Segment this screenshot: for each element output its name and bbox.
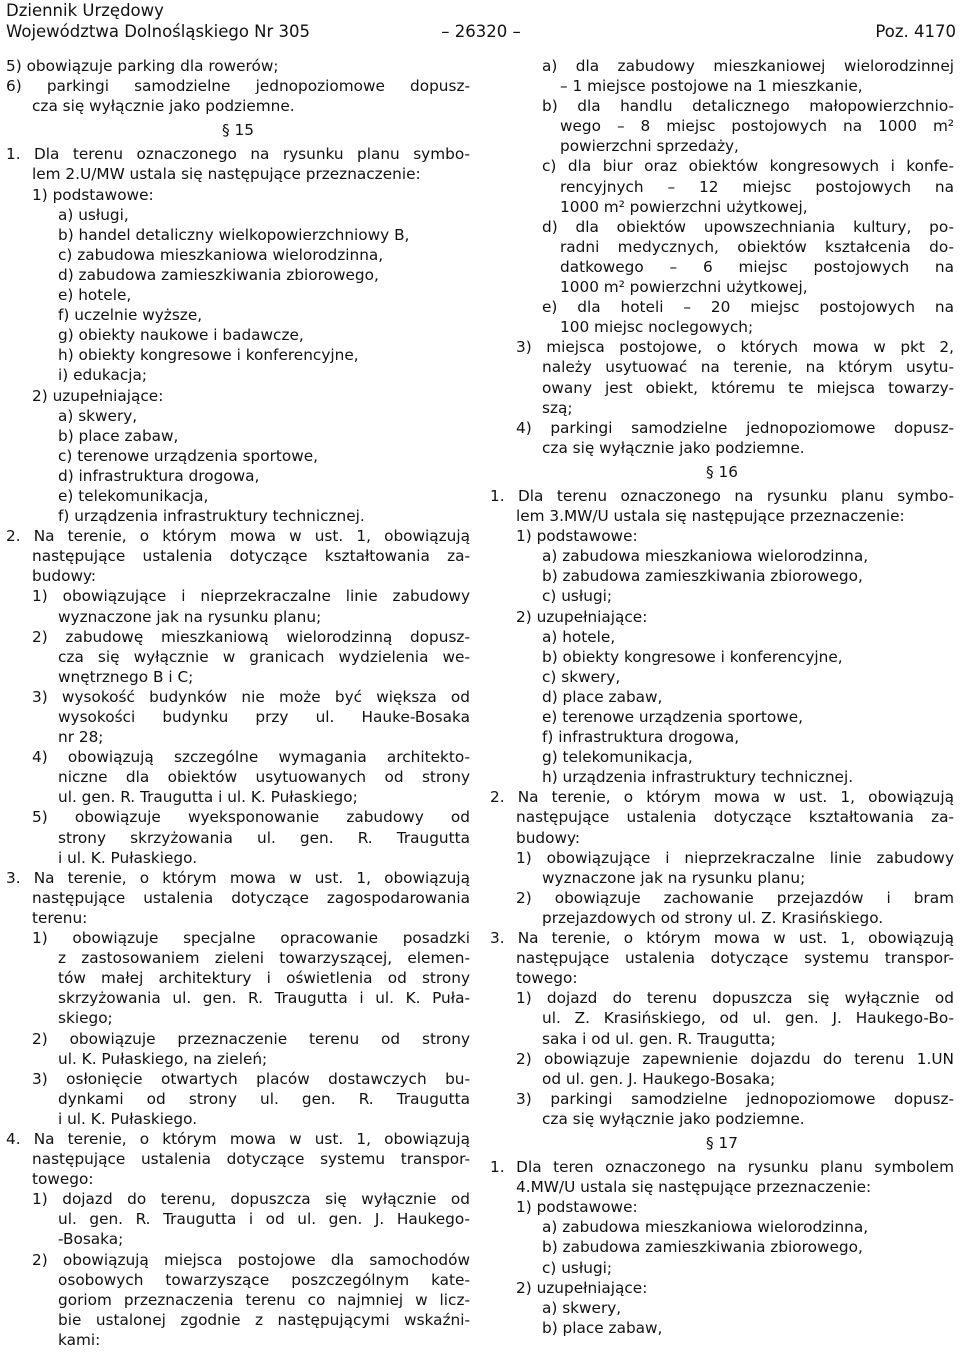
text-line: należy usytuować na terenie, na którym usytu- xyxy=(542,358,954,377)
text-line: d) zabudowa zamieszkiwania zbiorowego, xyxy=(58,265,379,284)
text-line: 1) obowiązuje specjalne opracowanie posadzki xyxy=(32,929,470,948)
text-line: wyznaczone jak na rysunku planu; xyxy=(58,607,322,626)
text-line: kami: xyxy=(58,1330,101,1349)
text-line: 1) podstawowe: xyxy=(516,527,638,546)
text-line: datkowego – 6 miejsc postojowych na xyxy=(560,257,954,276)
text-line: ul. gen. R. Traugutta i ul. K. Pułaskiego; xyxy=(58,788,358,807)
text-line: cza się wyłącznie jako podziemne. xyxy=(542,438,805,457)
text-line: następujące ustalenia dotyczące zagospodarowania xyxy=(32,888,470,907)
text-line: 1) dojazd do terenu, dopuszcza się wyłącznie od xyxy=(32,1190,470,1209)
text-line: radni medycznych, obiektów kształcenia do- xyxy=(560,237,954,256)
page-number: – 26320 – xyxy=(441,22,521,41)
text-line: b) zabudowa zamieszkiwania zbiorowego, xyxy=(542,567,863,586)
text-line: i) edukacja; xyxy=(58,366,148,385)
text-line: g) telekomunikacja, xyxy=(542,748,693,767)
text-line: owany jest obiekt, któremu te miejsca towarzy- xyxy=(542,378,954,397)
voivodeship-issue: Województwa Dolnośląskiego Nr 305 xyxy=(6,22,311,41)
text-line: rencyjnych – 12 miejsc postojowych na xyxy=(560,177,954,196)
text-line: b) zabudowa zamieszkiwania zbiorowego, xyxy=(542,1238,863,1257)
text-line: 2) obowiązuje zapewnienie dojazdu do terenu 1.UN xyxy=(516,1049,954,1068)
text-line: tów małej architektury i oświetlenia od strony xyxy=(58,969,470,988)
text-line: terenu: xyxy=(32,908,88,927)
text-line: i ul. K. Pułaskiego. xyxy=(58,848,198,867)
text-line: 100 miejsc noclegowych; xyxy=(560,318,754,337)
text-line: a) zabudowa mieszkaniowa wielorodzinna, xyxy=(542,547,869,566)
text-line: saka i od ul. gen. R. Traugutta; xyxy=(542,1029,776,1048)
text-line: h) obiekty kongresowe i konferencyjne, xyxy=(58,346,359,365)
text-line: szą; xyxy=(542,398,573,417)
text-line: e) hotele, xyxy=(58,286,132,305)
text-line: d) place zabaw, xyxy=(542,687,663,706)
text-line: 2) obowiązują miejsca postojowe dla samochodów xyxy=(32,1250,470,1269)
text-line: goriom przeznaczenia terenu co najmniej w licz- xyxy=(58,1290,470,1309)
journal-title: Dziennik Urzędowy xyxy=(6,1,164,20)
position-number: Poz. 4170 xyxy=(875,22,956,41)
header-line xyxy=(6,21,956,43)
text-line: 1000 m² powierzchni użytkowej, xyxy=(560,197,808,216)
text-line: cza się wyłącznie jako podziemne. xyxy=(542,1109,805,1128)
text-line: 2) uzupełniające: xyxy=(32,386,164,405)
text-line: 5) obowiązuje wyeksponowanie zabudowy od xyxy=(32,808,470,827)
text-line: a) dla zabudowy mieszkaniowej wielorodzinnej xyxy=(542,57,954,75)
text-line: osobowych towarzyszące poszczególnym kate- xyxy=(58,1270,470,1289)
text-line: b) place zabaw, xyxy=(542,1318,663,1337)
text-line: 1000 m² powierzchni użytkowej, xyxy=(560,278,808,297)
text-line: a) skwery, xyxy=(58,406,138,425)
text-line: 4. Na terenie, o którym mowa w ust. 1, obowiązują xyxy=(6,1129,470,1148)
text-line: niczne dla obiektów usytuowanych od strony xyxy=(58,768,470,787)
text-line: h) urządzenia infrastruktury technicznej. xyxy=(542,768,854,787)
text-line: cza się wyłącznie jako podziemne. xyxy=(32,97,295,116)
text-line: skrzyżowania ul. gen. R. Traugutta i ul. K. Puła- xyxy=(58,989,470,1008)
text-line: a) usługi, xyxy=(58,205,129,224)
text-line: f) urządzenia infrastruktury technicznej. xyxy=(58,507,365,526)
text-line: f) infrastruktura drogowa, xyxy=(542,728,740,747)
text-line: 3) parkingi samodzielne jednopoziomowe dopusz- xyxy=(516,1089,954,1108)
text-line: wyznaczone jak na rysunku planu; xyxy=(542,868,806,887)
text-line: następujące ustalenia dotyczące systemu transpor- xyxy=(32,1150,470,1169)
text-line: 2) uzupełniające: xyxy=(516,607,648,626)
text-line: -Bosaka; xyxy=(58,1230,124,1249)
text-line: lem 2.U/MW ustala się następujące przeznaczenie: xyxy=(32,165,421,184)
text-line: 1. Dla terenu oznaczonego na rysunku planu symbo- xyxy=(490,486,954,505)
text-line: e) terenowe urządzenia sportowe, xyxy=(542,708,804,726)
text-line: e) telekomunikacja, xyxy=(58,486,209,505)
text-line: 1. Dla terenu oznaczonego na rysunku planu symbo- xyxy=(6,145,470,164)
text-line: c) skwery, xyxy=(542,667,621,686)
text-line: następujące ustalenia dotyczące systemu transpor- xyxy=(516,949,954,968)
text-line: wysokości budynku przy ul. Hauke-Bosaka xyxy=(58,708,470,726)
text-line: a) hotele, xyxy=(542,627,616,646)
section-heading: § 16 xyxy=(706,462,738,481)
text-line: strony skrzyżowania ul. gen. R. Traugutta xyxy=(58,828,470,847)
text-line: cza się wyłącznie w granicach wydzielenia we- xyxy=(58,647,470,666)
text-line: b) dla handlu detalicznego małopowierzchnio- xyxy=(542,97,954,116)
text-line: 1) obowiązujące i nieprzekraczalne linie zabudowy xyxy=(32,587,470,606)
text-line: 2. Na terenie, o którym mowa w ust. 1, obowiązują xyxy=(490,788,954,807)
text-line: budowy: xyxy=(32,567,97,586)
text-line: następujące ustalenia dotyczące kształtowania za- xyxy=(516,808,954,827)
text-line: z zastosowaniem zieleni towarzyszącej, elemen- xyxy=(58,949,470,968)
text-line: – 1 miejsce postojowe na 1 mieszkanie, xyxy=(560,77,863,96)
text-line: i ul. K. Pułaskiego. xyxy=(58,1109,198,1128)
text-line: b) place zabaw, xyxy=(58,426,179,445)
text-line: ul. Z. Krasińskiego, od ul. gen. J. Haukego-Bo- xyxy=(542,1009,954,1028)
text-line: a) skwery, xyxy=(542,1298,622,1317)
text-line: 2) zabudowę mieszkaniową wielorodzinną dopusz- xyxy=(32,627,470,646)
text-line: 2) obowiązuje przeznaczenie terenu od strony xyxy=(32,1029,470,1048)
text-line: 3) wysokość budynków nie może być większa od xyxy=(32,687,470,706)
text-line: c) zabudowa mieszkaniowa wielorodzinna, xyxy=(58,245,384,264)
text-line: 2) obowiązuje zachowanie przejazdów i bram xyxy=(516,888,954,907)
text-line: 2. Na terenie, o którym mowa w ust. 1, obowiązują xyxy=(6,527,470,546)
text-line: c) usługi; xyxy=(542,1258,613,1277)
text-line: e) dla hoteli – 20 miejsc postojowych na xyxy=(542,298,954,317)
text-line: 4) obowiązują szczególne wymagania architekto- xyxy=(32,748,470,767)
text-line: lem 3.MW/U ustala się następujące przeznaczenie: xyxy=(516,507,905,526)
text-line: powierzchni sprzedaży, xyxy=(560,137,739,156)
text-line: c) terenowe urządzenia sportowe, xyxy=(58,446,319,465)
text-line: 3. Na terenie, o którym mowa w ust. 1, obowiązują xyxy=(490,929,954,948)
text-line: 5) obowiązuje parking dla rowerów; xyxy=(6,57,279,75)
text-line: 4.MW/U ustala się następujące przeznaczenie: xyxy=(516,1178,872,1197)
left-column xyxy=(6,56,470,1350)
text-line: 2) uzupełniające: xyxy=(516,1278,648,1297)
text-line: g) obiekty naukowe i badawcze, xyxy=(58,326,304,345)
text-line: 1) podstawowe: xyxy=(32,185,154,204)
text-line: wego – 8 miejsc postojowych na 1000 m² xyxy=(560,117,954,136)
text-line: b) handel detaliczny wielkopowierzchniowy B, xyxy=(58,225,410,244)
text-line: 3. Na terenie, o którym mowa w ust. 1, obowiązują xyxy=(6,868,470,887)
text-line: towego: xyxy=(516,969,578,988)
right-column xyxy=(490,56,954,1338)
text-line: c) usługi; xyxy=(542,587,613,606)
text-line: bie ustalonej zgodnie z następującymi wskaźni- xyxy=(58,1310,470,1329)
text-line: d) infrastruktura drogowa, xyxy=(58,466,260,485)
text-line: 4) parkingi samodzielne jednopoziomowe dopusz- xyxy=(516,418,954,437)
text-line: następujące ustalenia dotyczące kształtowania za- xyxy=(32,547,470,566)
text-line: budowy: xyxy=(516,828,581,847)
text-line: f) uczelnie wyższe, xyxy=(58,306,203,325)
text-line: towego: xyxy=(32,1170,94,1189)
text-line: 6) parkingi samodzielne jednopoziomowe dopusz- xyxy=(6,77,470,96)
page-header xyxy=(6,0,956,44)
text-line: nr 28; xyxy=(58,728,104,747)
text-line: c) dla biur oraz obiektów kongresowych i konfe- xyxy=(542,157,954,176)
text-line: 3) osłonięcie otwartych placów dostawczych bu- xyxy=(32,1069,470,1088)
text-line: 1) podstawowe: xyxy=(516,1198,638,1217)
text-line: d) dla obiektów upowszechniania kultury, po- xyxy=(542,217,954,236)
text-line: ul. gen. R. Traugutta i od ul. gen. J. Haukego- xyxy=(58,1210,470,1229)
text-line: skiego; xyxy=(58,1009,113,1028)
text-line: a) zabudowa mieszkaniowa wielorodzinna, xyxy=(542,1218,869,1237)
section-heading: § 17 xyxy=(706,1133,738,1152)
text-line: przejazdowych od strony ul. Z. Krasińskiego. xyxy=(542,908,884,927)
text-line: ul. K. Pułaskiego, na zieleń; xyxy=(58,1049,268,1068)
text-line: od ul. gen. J. Haukego-Bosaka; xyxy=(542,1069,776,1088)
text-line: b) obiekty kongresowe i konferencyjne, xyxy=(542,647,843,666)
text-line: 3) miejsca postojowe, o których mowa w pkt 2, xyxy=(516,338,954,357)
text-line: 1) obowiązujące i nieprzekraczalne linie zabudowy xyxy=(516,848,954,867)
text-line: 1. Dla teren oznaczonego na rysunku planu symbolem xyxy=(490,1158,954,1177)
text-line: dynkami od strony ul. gen. R. Traugutta xyxy=(58,1089,470,1108)
text-line: 1) dojazd do terenu dopuszcza się wyłącznie od xyxy=(516,989,954,1008)
section-heading: § 15 xyxy=(222,121,254,140)
text-line: wnętrznego B i C; xyxy=(58,667,194,686)
